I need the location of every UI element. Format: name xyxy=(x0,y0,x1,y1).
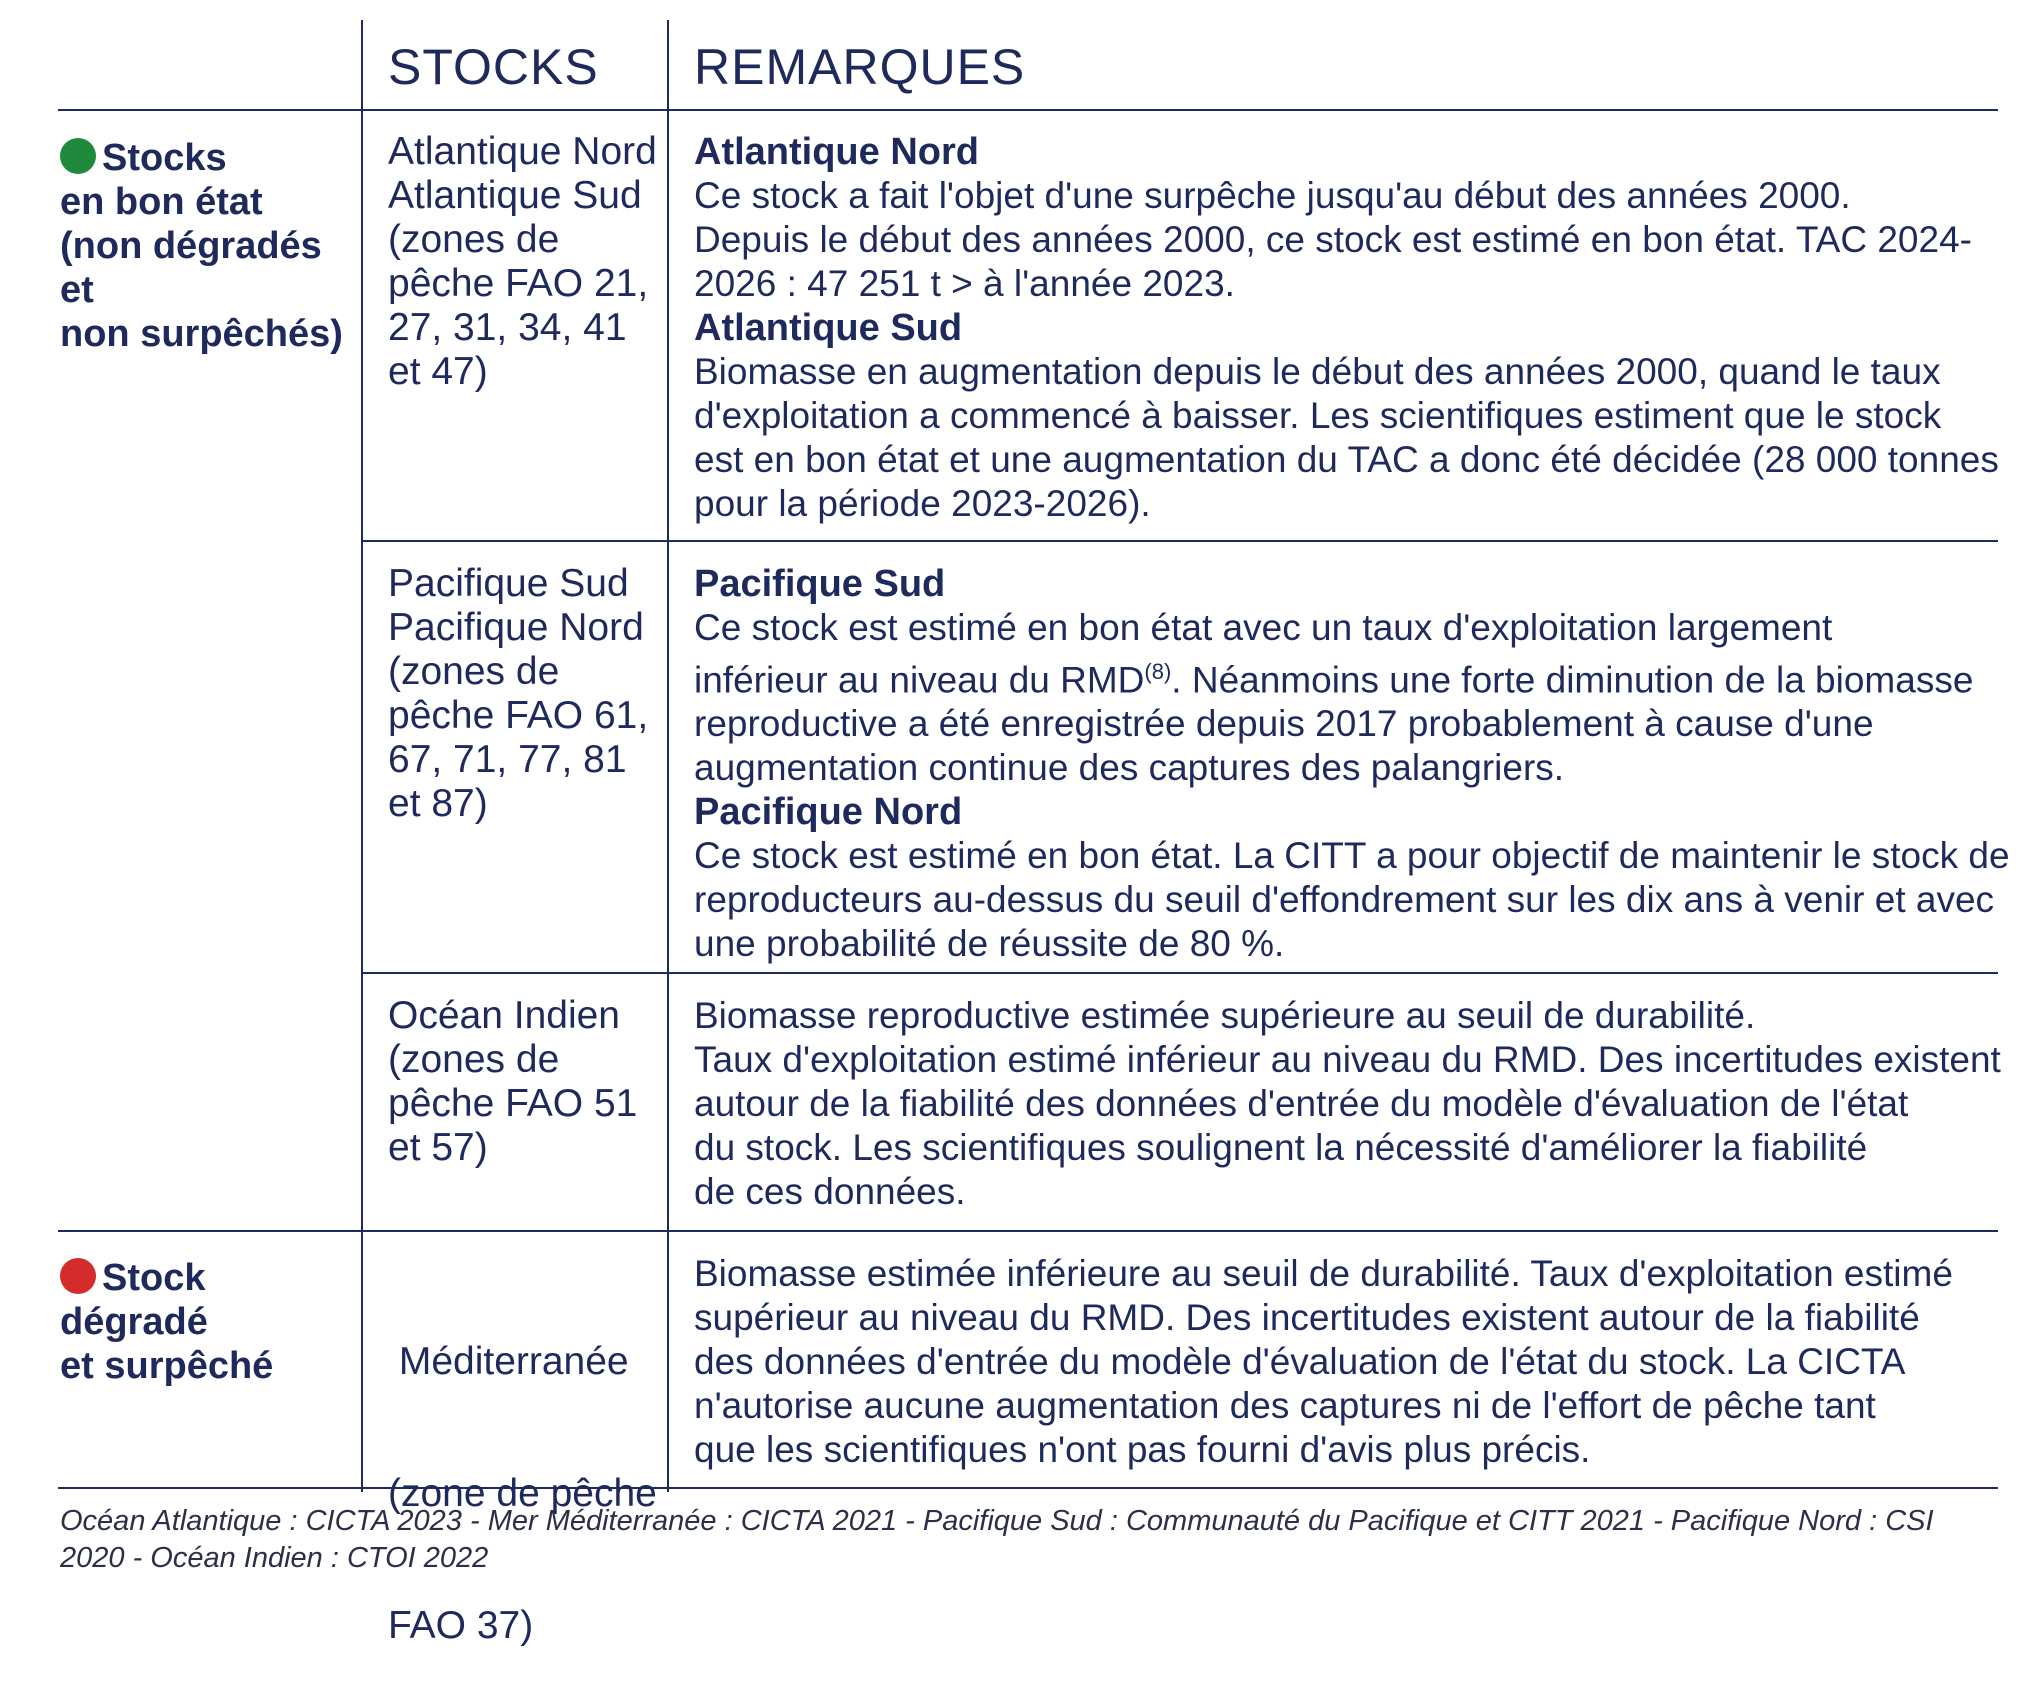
remark-heading: Atlantique Sud xyxy=(694,307,963,349)
remark-heading: Pacifique Nord xyxy=(694,791,963,834)
remark-line: d'exploitation a commencé à baisser. Les scientifiques estiment que le stock xyxy=(694,395,1942,436)
column-divider-1 xyxy=(361,20,363,1492)
remark-heading: Pacifique Sud xyxy=(694,563,946,605)
stock-line: FAO 37) xyxy=(388,1604,534,1647)
remark-line: Biomasse en augmentation depuis le début des années 2000, quand le taux xyxy=(694,351,1941,392)
remark-line: Ce stock est estimé en bon état avec un taux d'exploitation largement xyxy=(694,607,1833,648)
source-note-line: 2020 - Océan Indien : CTOI 2022 xyxy=(60,1542,489,1574)
remark-line: n'autorise aucune augmentation des captures ni de l'effort de pêche tant xyxy=(694,1385,1876,1426)
stock-line: et 87) xyxy=(388,782,488,825)
stock-cell-ocean-indien xyxy=(388,994,668,1170)
remark-line: reproductive a été enregistrée depuis 2017 probablement à cause d'une xyxy=(694,703,1874,745)
stock-line: pêche FAO 21, xyxy=(388,262,649,305)
remark-line: Ce stock a fait l'objet d'une surpêche jusqu'au début des années 2000. xyxy=(694,175,1851,216)
stock-line: Pacifique Sud xyxy=(388,562,629,605)
stock-line: et 47) xyxy=(388,350,488,393)
remark-line: 2026 : 47 251 t > à l'année 2023. xyxy=(694,263,1235,304)
remark-line: du stock. Les scientifiques soulignent la nécessité d'améliorer la fiabilité xyxy=(694,1127,1868,1168)
remark-line: est en bon état et une augmentation du TAC a donc été décidée (28 000 tonnes xyxy=(694,439,1999,480)
stock-line: et 57) xyxy=(388,1126,488,1169)
stock-cell-mediterranee xyxy=(388,1252,668,1692)
green-status-dot-icon xyxy=(60,138,96,174)
remark-line: autour de la fiabilité des données d'entrée du modèle d'évaluation de l'état xyxy=(694,1083,1909,1124)
stock-line: (zones de xyxy=(388,650,560,693)
header-rule xyxy=(58,109,1998,111)
stock-cell-atlantique xyxy=(388,130,668,394)
source-note xyxy=(60,1503,1980,1577)
remark-line: que les scientifiques n'ont pas fourni d'avis plus précis. xyxy=(694,1429,1591,1470)
remark-line: supérieur au niveau du RMD. Des incertitudes existent autour de la fiabilité xyxy=(694,1297,1920,1338)
remark-line: reproducteurs au-dessus du seuil d'effondrement sur les dix ans à venir et avec xyxy=(694,879,1995,921)
remark-line: Biomasse estimée inférieure au seuil de durabilité. Taux d'exploitation estimé xyxy=(694,1253,1953,1294)
remarks-cell-mediterranee xyxy=(694,1252,1994,1472)
remark-line: Biomasse reproductive estimée supérieure au seuil de durabilité. xyxy=(694,995,1756,1036)
stock-line: (zone de pêche xyxy=(388,1472,657,1515)
stock-line: (zones de xyxy=(388,218,560,261)
stock-line: Atlantique Nord xyxy=(388,130,657,173)
remark-text: inférieur au niveau du RMD xyxy=(694,659,1145,701)
remark-line: augmentation continue des captures des palangriers. xyxy=(694,747,1565,789)
remark-line: Depuis le début des années 2000, ce stock est estimé en bon état. TAC 2024- xyxy=(694,219,1972,260)
remarks-cell-ocean-indien xyxy=(694,994,2001,1214)
column-header-stocks: STOCKS xyxy=(388,39,599,95)
remark-line: pour la période 2023-2026). xyxy=(694,483,1151,524)
row-rule-2 xyxy=(361,972,1998,974)
remark-line: une probabilité de réussite de 80 %. xyxy=(694,923,1285,965)
remark-line: Taux d'exploitation estimé inférieur au niveau du RMD. Des incertitudes existent xyxy=(694,1039,2001,1080)
remark-text: . Néanmoins une forte diminution de la biomasse xyxy=(1171,659,1974,701)
stock-line: 67, 71, 77, 81 xyxy=(388,738,627,781)
stock-line: (zones de xyxy=(388,1038,560,1081)
stock-cell-pacifique xyxy=(388,562,668,826)
stock-line: Océan Indien xyxy=(388,994,621,1037)
status-good-line: Stocks xyxy=(102,137,227,179)
remark-line: Ce stock est estimé en bon état. La CITT a pour objectif de maintenir le stock de xyxy=(694,835,2010,877)
remark-heading: Atlantique Nord xyxy=(694,131,979,173)
status-bad xyxy=(60,1256,350,1388)
remark-line: des données d'entrée du modèle d'évaluation de l'état du stock. La CICTA xyxy=(694,1341,1906,1382)
stock-line: Atlantique Sud xyxy=(388,174,642,217)
table-bottom-rule xyxy=(58,1487,1998,1489)
source-note-line: Océan Atlantique : CICTA 2023 - Mer Méditerranée : CICTA 2021 - Pacifique Sud : Communauté du Pacifique et CITT 2021 - Pacifique Nord : CSI xyxy=(60,1505,1934,1537)
remark-line-rmd xyxy=(694,650,1994,702)
status-bad-line: Stock dégradé xyxy=(60,1257,208,1343)
remarks-cell-atlantique xyxy=(694,130,1999,526)
row-rule-3 xyxy=(58,1230,1998,1232)
footnote-reference: (8) xyxy=(1144,659,1172,684)
status-good-line: non surpêchés) xyxy=(60,313,343,355)
remark-line: de ces données. xyxy=(694,1171,966,1212)
stock-line: 27, 31, 34, 41 xyxy=(388,306,627,349)
status-good xyxy=(60,136,350,356)
red-status-dot-icon xyxy=(60,1258,96,1294)
status-good-line: en bon état xyxy=(60,181,263,223)
stock-line: pêche FAO 51 xyxy=(388,1082,638,1125)
remarks-cell-pacifique xyxy=(694,562,2010,966)
status-bad-line: et surpêché xyxy=(60,1345,274,1387)
stock-line: pêche FAO 61, xyxy=(388,694,649,737)
row-rule-1 xyxy=(361,540,1998,542)
stock-line: Pacifique Nord xyxy=(388,606,644,649)
stock-line: Méditerranée xyxy=(388,1340,629,1383)
status-good-line: (non dégradés et xyxy=(60,225,322,311)
column-header-remarques: REMARQUES xyxy=(694,39,1026,95)
